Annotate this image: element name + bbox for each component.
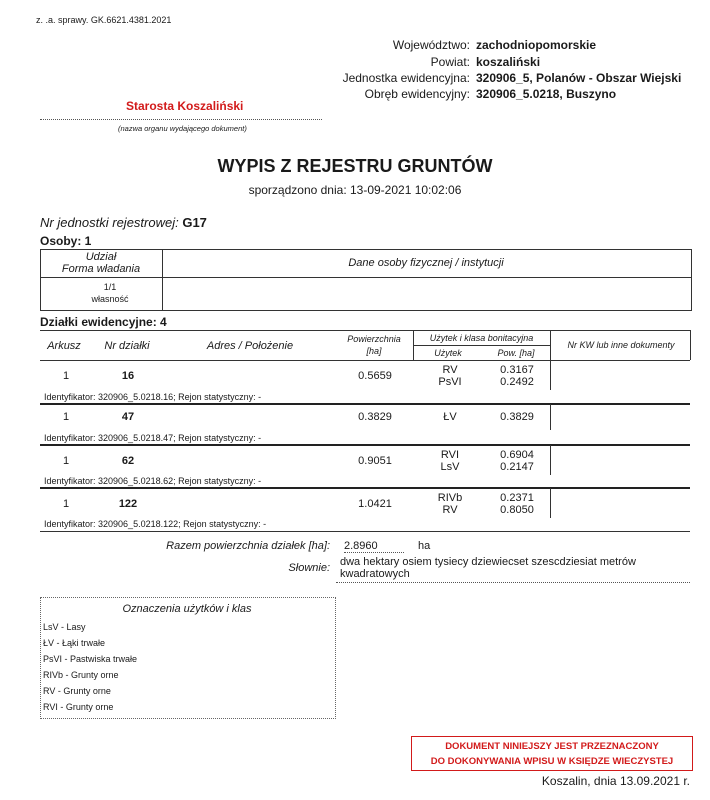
col-share-label: Udział xyxy=(85,251,117,263)
unit-line xyxy=(40,215,207,230)
col-area-l1: Powierzchnia xyxy=(347,334,401,344)
row-area: 1.0421 xyxy=(358,498,392,510)
field-value: zachodniopomorskie xyxy=(476,38,597,52)
date-line: sporządzono dnia: 13-09-2021 10:02:06 xyxy=(248,183,462,197)
unit-label: Nr jednostki rejestrowej: xyxy=(40,215,179,230)
row-use: RV xyxy=(442,504,458,516)
row-use-area: 0.6904 xyxy=(500,449,534,461)
row-area: 0.5659 xyxy=(358,370,392,382)
field-label: Obręb ewidencyjny: xyxy=(364,87,470,101)
row-nr: 122 xyxy=(118,498,138,510)
words-label: Słownie: xyxy=(288,562,330,574)
row-use: RV xyxy=(442,364,458,376)
row-arkusz: 1 xyxy=(62,498,70,510)
row-use-area: 0.2492 xyxy=(500,376,534,388)
row-nr: 62 xyxy=(121,455,135,467)
row-use: ŁV xyxy=(443,411,457,423)
legend-item: ŁV - Łąki trwałe xyxy=(43,638,106,648)
persons-heading: Osoby: 1 xyxy=(40,234,92,248)
legend-item: PsVI - Pastwiska trwałe xyxy=(43,654,138,664)
row-identifier: Identyfikator: 320906_5.0218.47; Rejon statystyczny: - xyxy=(44,433,262,443)
words-value-l2: kwadratowych xyxy=(340,568,410,580)
col-nr: Nr działki xyxy=(104,340,150,352)
row-use-area: 0.2147 xyxy=(500,461,534,473)
legend-item: LsV - Lasy xyxy=(43,622,86,632)
total-value: 2.8960 xyxy=(344,540,404,553)
parcels-heading: Działki ewidencyjne: 4 xyxy=(40,315,167,329)
field-value: 320906_5, Polanów - Obszar Wiejski xyxy=(476,71,682,85)
col-use-group: Użytek i klasa bonitacyjna xyxy=(429,333,534,343)
row-nr: 16 xyxy=(121,370,135,382)
legend-item: RVI - Grunty orne xyxy=(43,702,114,712)
row-use-area: 0.3829 xyxy=(500,411,534,423)
col-area-l2: [ha] xyxy=(366,346,382,356)
row-identifier: Identyfikator: 320906_5.0218.16; Rejon statystyczny: - xyxy=(44,392,262,402)
legend-item: RV - Grunty orne xyxy=(43,686,111,696)
case-number: z. .a. sprawy. GK.6621.4381.2021 xyxy=(36,15,172,25)
stamp-line: DOKUMENT NINIEJSZY JEST PRZEZNACZONY xyxy=(445,741,659,752)
col-form-label: Forma władania xyxy=(61,263,141,275)
row-use: RVI xyxy=(440,449,460,461)
land-register-stamp xyxy=(411,736,693,771)
row-identifier: Identyfikator: 320906_5.0218.62; Rejon statystyczny: - xyxy=(44,476,262,486)
row-use-area: 0.8050 xyxy=(500,504,534,516)
field-label: Województwo: xyxy=(392,38,470,52)
page-title: WYPIS Z REJESTRU GRUNTÓW xyxy=(217,156,493,176)
legend-title: Oznaczenia użytków i klas xyxy=(122,603,252,615)
row-use: PsVI xyxy=(438,376,462,388)
authority-underline xyxy=(40,119,322,120)
col-use-area: Pow. [ha] xyxy=(497,348,535,358)
row-use-area: 0.2371 xyxy=(500,492,534,504)
total-unit: ha xyxy=(418,540,431,552)
unit-value: G17 xyxy=(182,215,207,230)
field-label: Powiat: xyxy=(430,55,470,69)
col-adres: Adres / Położenie xyxy=(206,340,294,352)
field-label: Jednostka ewidencyjna: xyxy=(342,71,470,85)
authority-name: Starosta Koszaliński xyxy=(126,99,244,113)
words-value-l1: dwa hektary osiem tysiecy dziewiecset szescdziesiat metrów xyxy=(340,556,636,568)
row-identifier: Identyfikator: 320906_5.0218.122; Rejon statystyczny: - xyxy=(44,519,267,529)
col-arkusz: Arkusz xyxy=(47,340,81,352)
row-use: RIVb xyxy=(437,492,463,504)
field-value: 320906_5.0218, Buszyno xyxy=(476,87,617,101)
col-use: Użytek xyxy=(434,348,462,358)
legend-item: RIVb - Grunty orne xyxy=(43,670,119,680)
row-use: LsV xyxy=(440,461,460,473)
col-kw: Nr KW lub inne dokumenty xyxy=(567,340,675,350)
row-area: 0.3829 xyxy=(358,411,392,423)
total-label: Razem powierzchnia działek [ha]: xyxy=(166,540,330,552)
row-arkusz: 1 xyxy=(62,455,70,467)
share-value: 1/1 xyxy=(103,282,117,292)
row-arkusz: 1 xyxy=(62,370,70,382)
field-value: koszaliński xyxy=(476,55,541,69)
row-use-area: 0.3167 xyxy=(500,364,534,376)
row-area: 0.9051 xyxy=(358,455,392,467)
ownership-value: własność xyxy=(91,294,129,304)
place-date: Koszalin, dnia 13.09.2021 r. xyxy=(541,774,690,788)
row-nr: 47 xyxy=(121,411,135,423)
row-arkusz: 1 xyxy=(62,411,70,423)
col-person-label: Dane osoby fizycznej / instytucji xyxy=(348,257,504,269)
authority-caption: (nazwa organu wydającego dokument) xyxy=(118,124,247,133)
stamp-line: DO DOKONYWANIA WPISU W KSIĘDZE WIECZYSTEJ xyxy=(430,756,674,767)
